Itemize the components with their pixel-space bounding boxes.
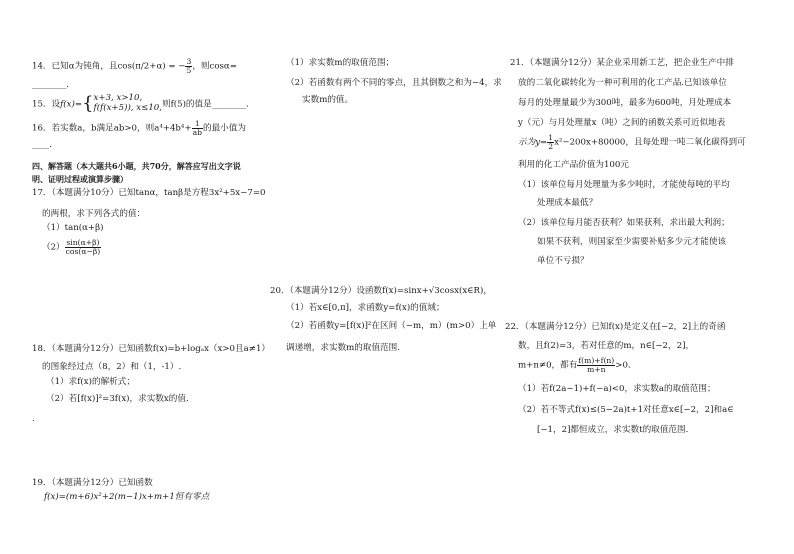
q21-frac-num: 1 xyxy=(548,133,554,142)
q16-blank: ____． xyxy=(32,140,58,150)
q22-line3 xyxy=(518,357,637,373)
q15-head: 15．设 xyxy=(32,99,61,110)
q20-part2b: 调递增，求实数m的取值范围. xyxy=(286,343,401,353)
q16-text: 16．若实数a，b满足ab>0，则a⁴+4b⁴+ xyxy=(32,123,192,134)
q21-line5 xyxy=(518,134,746,150)
q14-cos-arg: (π/2+α) = − xyxy=(131,61,186,72)
q15-f: f(x)= xyxy=(60,99,83,110)
q16-line xyxy=(32,120,246,136)
q21-line5-a: 示为y= xyxy=(518,137,548,148)
q22-part2b: [−1，2]都恒成立，求实数t的取值范围． xyxy=(537,425,695,435)
q17-frac-num: sin(α+β) xyxy=(66,238,100,247)
q21-line5-b: x²−200x+80000，且每处理一吨二氧化碳得到可 xyxy=(554,137,746,148)
q15-case1: x+3, x>10, xyxy=(93,93,143,103)
q18-line1: 18．（本题满分12分）已知函数f(x)=b+logₐx（x>0且a≠1） xyxy=(32,344,271,354)
q14-blank: ________． xyxy=(32,80,75,90)
q17-line1: 17．（本题满分10分）已知tanα，tanβ是方程3x²+5x−7=0 xyxy=(32,188,266,198)
q20-part1: （1）若x∈[0,π]，求函数y=f(x)的值域； xyxy=(286,303,445,313)
q16-fraction xyxy=(192,120,203,136)
q15-brace: { xyxy=(82,92,94,114)
q16-tail: 的最小值为 xyxy=(202,123,246,134)
q22-line3-a: m+n≠0，都有 xyxy=(518,360,578,371)
q18-part1: （1）求f(x)的解析式； xyxy=(46,377,135,387)
q14-line xyxy=(32,58,237,74)
q21-frac-den: 2 xyxy=(548,141,554,151)
q19-line2: f(x)=(m+6)x²+2(m−1)x+m+1恒有零点 xyxy=(44,492,210,502)
q18-line2: 的图象经过点（8，2）和（1，-1）. xyxy=(42,362,182,372)
q17-fraction xyxy=(65,239,102,255)
q19-line1: 19．（本题满分12分）已知函数 xyxy=(32,478,153,488)
q22-line3-b: >0． xyxy=(615,360,637,371)
section4-title: 四、解答题（本大题共6小题，共70分，解答应写出文字说 xyxy=(32,161,241,171)
q21-line6: 利用的化工产品价值为100元 xyxy=(518,160,629,170)
q20-part2: （2）若函数y=[f(x)]²在区间（−m，m）(m>0）上单 xyxy=(286,321,497,331)
section4-title2: 明、证明过程或演算步骤） xyxy=(32,174,128,184)
q20-line1: 20．（本题满分12分）设函数f(x)=sinx+√3cosx(x∈R)， xyxy=(270,286,492,296)
q17-part2-label: （2） xyxy=(42,242,65,253)
q19-part2: （2）若函数有两个不同的零点，且其倒数之和为−4，求 xyxy=(286,78,502,88)
q21-part1b: 处理成本最低？ xyxy=(537,198,598,208)
q15-tail: 则f(5)的值是________． xyxy=(161,99,255,110)
q22-frac-num: f(m)+f(n) xyxy=(578,356,615,365)
q15-case2: f(f(x+5)), x≤10, xyxy=(93,102,162,113)
q15-line xyxy=(32,94,255,114)
q22-line2: 数，且f(2)=3，若对任意的m，n∈[−2，2]， xyxy=(518,341,695,351)
q17-part1: （1）tan(α+β) xyxy=(42,223,104,233)
q18-dot: . xyxy=(32,414,35,424)
q17-frac-den: cos(α−β) xyxy=(65,246,101,256)
q16-frac-num: 1 xyxy=(192,120,203,129)
q21-part2b: 如果不获利，则国家至少需要补贴多少元才能使该 xyxy=(537,237,727,247)
q16-frac-den: ab xyxy=(192,127,202,137)
q17-part2 xyxy=(42,239,101,255)
q21-part2c: 单位不亏损？ xyxy=(537,256,589,266)
q21-line3: 每月的处理量最少为300吨，最多为600吨，月处理成本 xyxy=(518,98,732,108)
q21-line2: 放的二氧化碳转化为一种可利用的化工产品.已知该单位 xyxy=(518,78,727,88)
q19-part2b: 实数m的值。 xyxy=(302,95,354,105)
q18-part2: （2）若[f(x)]²=3f(x)，求实数x的值． xyxy=(46,394,195,404)
q22-part1: （1）若f(2a−1)+f(−a)<0，求实数a的取值范围； xyxy=(518,384,716,394)
q15-cases xyxy=(94,94,162,114)
q21-part2: （2）该单位每月能否获利？如果获利，求出最大利润； xyxy=(518,218,730,228)
q22-part2: （2）若不等式f(x)≤(5−2a)t+1对任意x∈[−2，2]和a∈ xyxy=(518,405,734,415)
q14-tail: ，则cosα= xyxy=(192,61,237,72)
q22-frac-den: m+n xyxy=(587,364,606,374)
q17-line2: 的两根，求下列各式的值： xyxy=(42,209,146,219)
q22-line1: 22．（本题满分12分）已知f(x)是定义在[−2，2]上的奇函 xyxy=(505,322,726,332)
q22-fraction xyxy=(577,357,615,373)
q19-part1: （1）求实数m的取值范围； xyxy=(286,58,395,68)
q21-line4: y（元）与月处理量x（吨）之间的函数关系可近似地表 xyxy=(518,118,726,128)
q21-line1: 21．（本题满分12分）某企业采用新工艺，把企业生产中排 xyxy=(510,58,734,68)
q14-head: 14．已知α为钝角，且cos xyxy=(32,61,132,72)
q14-frac-num: 3 xyxy=(186,57,192,66)
q14-frac-den: 5 xyxy=(186,65,192,75)
q21-part1: （1）该单位每月处理量为多少吨时，才能使每吨的平均 xyxy=(518,180,730,190)
